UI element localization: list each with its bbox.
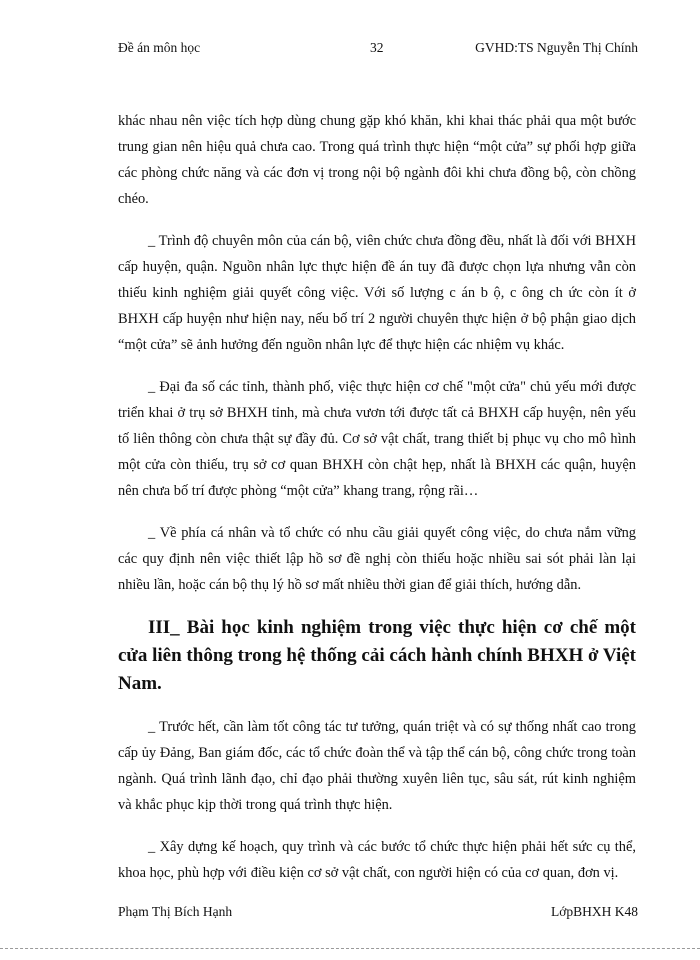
paragraph-provincial-implementation: _ Đại đa số các tỉnh, thành phố, việc thực hiện cơ chế "một cửa" chủ yếu mới được triển khai ở trụ sở BHXH tỉnh, mà chưa vươn tới được tất cả BHXH cấp huyện, nên yếu tố liên thông còn chưa thật sự đầy đủ. Cơ sở vật chất, trang thiết bị phục vụ cho mô hình một cửa còn thiếu, trụ sở cơ quan BHXH còn chật hẹp, nhất là BHXH các quận, huyện nên chưa bố trí được phòng “một cửa” khang trang, rộng rãi… [118,379,636,499]
footer-dashed-rule [0,948,700,949]
header-supervisor: GVHD:TS Nguyễn Thị Chính [475,40,638,55]
page-body [118,108,636,902]
page-footer [118,904,638,926]
footer-class: LớpBHXH K48 [550,904,638,919]
paragraph-ideological-work: _ Trước hết, cần làm tốt công tác tư tưởng, quán triệt và có sự thống nhất cao trong cấp ủy Đảng, Ban giám đốc, các tổ chức đoàn thể và tập thể cán bộ, công chức trong toàn ngành. Quá trình lãnh đạo, chỉ đạo phải thường xuyên liên tục, sâu sát, rút kinh nghiệm và khắc phục kịp thời trong quá trình thực hiện. [118,719,636,813]
section-heading-lessons: III_ Bài học kinh nghiệm trong việc thực hiện cơ chế một cửa liên thông trong hệ thống cải cách hành chính BHXH ở Việt Nam. [118,617,636,694]
paragraph-planning: _ Xây dựng kế hoạch, quy trình và các bước tổ chức thực hiện phải hết sức cụ thể, khoa học, phù hợp với điều kiện cơ sở vật chất, con người hiện có của cơ quan, đơn vị. [118,839,636,881]
paragraph-individuals-organizations: _ Về phía cá nhân và tổ chức có nhu cầu giải quyết công việc, do chưa nắm vững các quy định nên việc thiết lập hồ sơ đề nghị còn thiếu hoặc nhiều sai sót phải làn lại nhiều lần, hoặc cán bộ thụ lý hồ sơ mất nhiều thời gian để giải thích, hướng dẫn. [118,525,636,593]
paragraph-continuation: khác nhau nên việc tích hợp dùng chung gặp khó khăn, khi khai thác phải qua một bước trung gian nên hiệu quả chưa cao. Trong quá trình thực hiện “một cửa” sự phối hợp giữa các phòng chức năng và các đơn vị trong nội bộ ngành đôi khi chưa đồng bộ, còn chồng chéo. [118,113,636,207]
page-header [118,40,638,62]
paragraph-staff-qualification: _ Trình độ chuyên môn của cán bộ, viên chức chưa đồng đều, nhất là đối với BHXH cấp huyện, quận. Nguồn nhân lực thực hiện đề án tuy đã được chọn lựa nhưng vẫn còn thiếu kinh nghiệm giải quyết công việc. Với số lượng c án b ộ, c ông ch ức còn ít ở BHXH cấp huyện như hiện nay, nếu bố trí 2 người chuyên thực hiện ở bộ phận giao dịch “một cửa” sẽ ảnh hưởng đến nguồn nhân lực để thực hiện các nhiệm vụ khác. [118,233,636,353]
header-course-title: Đề án môn học [118,40,201,55]
header-page-number: 32 [370,40,384,55]
footer-author: Phạm Thị Bích Hạnh [118,904,233,919]
